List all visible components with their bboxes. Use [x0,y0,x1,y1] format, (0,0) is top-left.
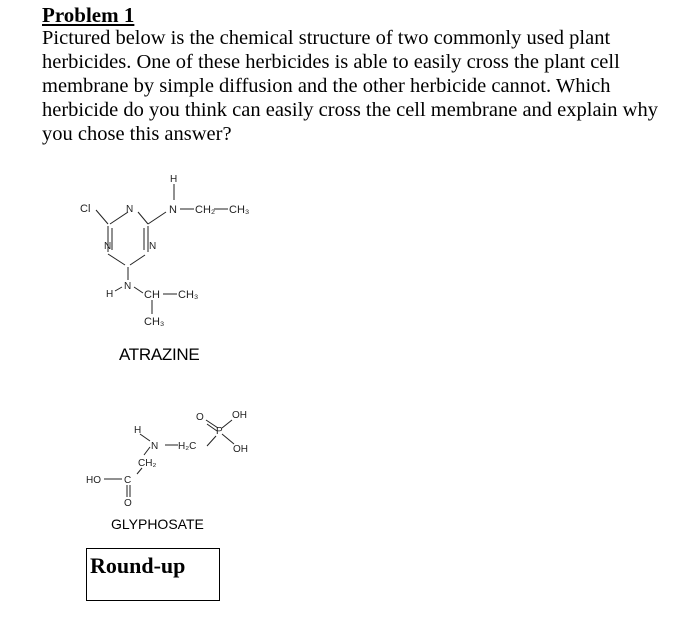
atrazine-upper-h: H [170,174,178,185]
problem-heading: Problem 1 [42,3,135,27]
atrazine-ring-n2: N [104,241,112,252]
glyphosate-oh-top: OH [232,410,247,421]
glyphosate-n: N [151,441,159,452]
glyphosate-oh-bottom: OH [233,444,248,455]
roundup-label: Round-up [90,553,186,578]
atrazine-iso-ch3-right: CH₃ [178,289,199,301]
atrazine-iso-ch: CH [144,289,160,301]
glyphosate-ho: HO [86,475,101,486]
roundup-box [86,548,220,601]
glyphosate-h2c: H₂C [178,441,197,452]
problem-question: Pictured below is the chemical structure of two commonly used plant herbicides. One of these herbicides is able to easily cross the plant cell membrane by simple diffusion and the other herbicide cannot. Which herbicide do you think can easily cross the cell membrane and explain why you chose this answer? [42,27,658,145]
glyphosate-ch2: CH₂ [138,458,157,469]
atrazine-ring-n3: N [149,241,157,252]
atrazine-iso-ch3-down: CH₃ [144,316,165,328]
glyphosate-o-top: O [196,412,204,423]
atrazine-lower-n: N [124,281,132,292]
glyphosate-c: C [124,475,132,486]
glyphosate-o-bottom: O [124,498,132,509]
glyphosate-h: H [134,425,142,436]
glyphosate-structure [86,410,248,509]
glyphosate-p: P [216,426,223,437]
atrazine-ethyl-ch2: CH₂ [195,204,216,216]
atrazine-name: ATRAZINE [119,345,200,364]
atrazine-cl: Cl [80,203,91,215]
glyphosate-name: GLYPHOSATE [111,516,204,532]
atrazine-structure [80,174,249,328]
atrazine-ring-n1: N [126,204,134,215]
atrazine-lower-h: H [106,289,114,300]
atrazine-ethyl-ch3: CH₃ [229,204,250,216]
atrazine-upper-n: N [169,204,177,216]
